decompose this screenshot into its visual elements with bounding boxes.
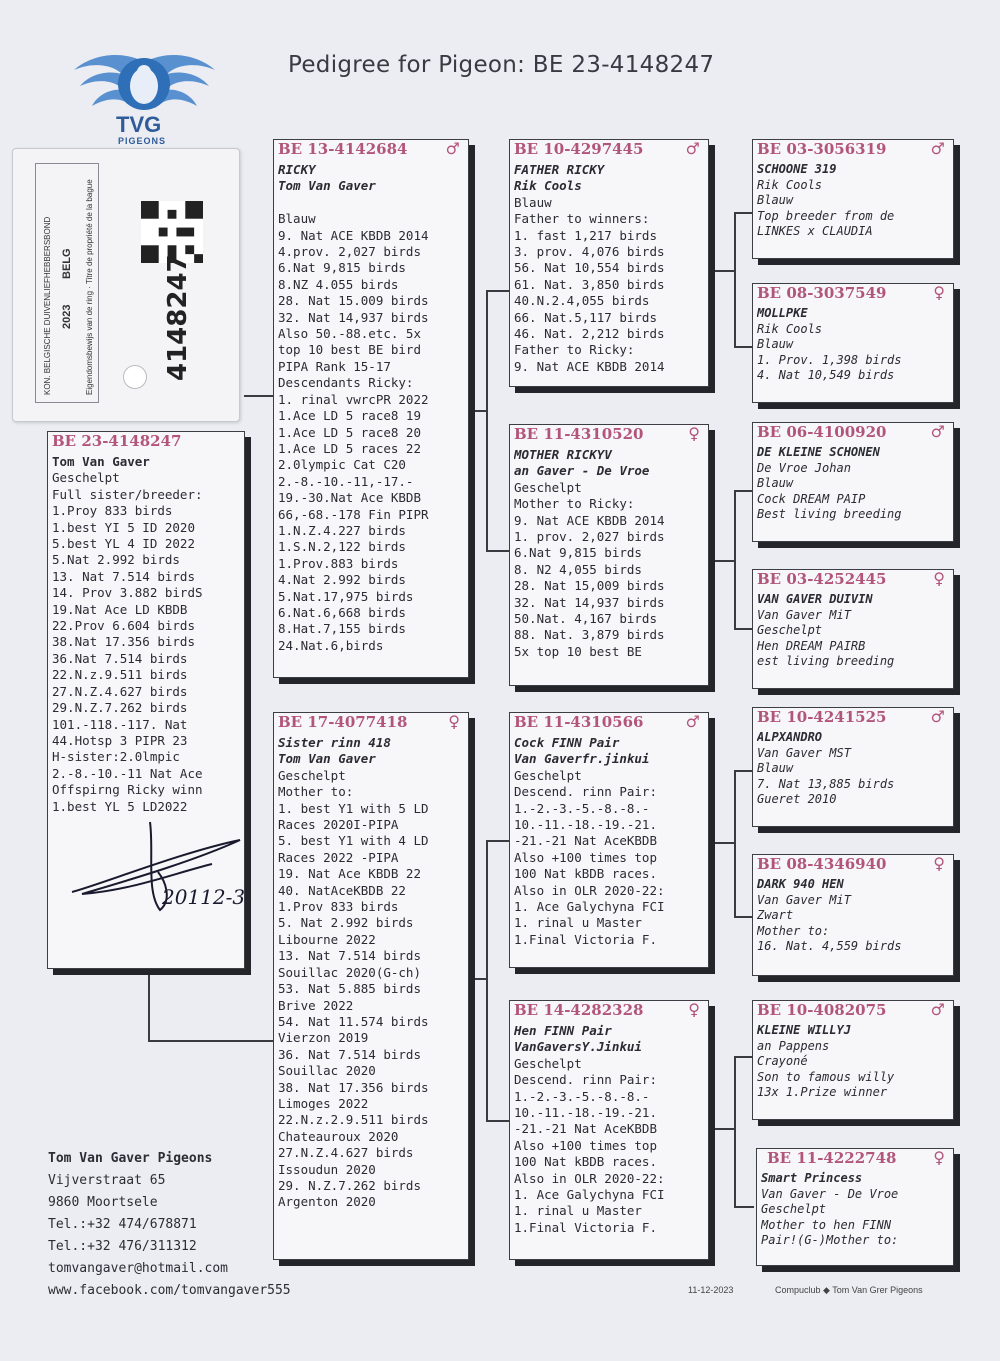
detail-line: PIPA Rank 15-17 xyxy=(278,358,391,374)
detail-line: FATHER RICKY xyxy=(514,162,605,177)
detail-line: 2.0lympic Cat C20 xyxy=(278,457,406,473)
contact-line: Vijverstraat 65 xyxy=(48,1173,166,1188)
sire-dam-details xyxy=(514,447,704,660)
gg-box-5 xyxy=(752,707,954,827)
detail-line: Descend. rinn Pair: xyxy=(514,1072,657,1088)
detail-line: Issoudun 2020 xyxy=(278,1161,376,1177)
detail-line: Sister rinn 418 xyxy=(278,735,391,750)
gg8-details xyxy=(761,1171,949,1249)
female-icon: ♀ xyxy=(933,283,945,302)
sire-dam-ring-number: BE 11-4310520 xyxy=(514,425,644,443)
detail-line: De Vroe Johan xyxy=(757,460,851,475)
detail-line: 5. best Y1 with 4 LD xyxy=(278,833,429,849)
detail-line: 4.Nat 2.992 birds xyxy=(278,572,406,588)
detail-line: est living breeding xyxy=(757,654,895,669)
detail-line: DARK 940 HEN xyxy=(757,877,844,891)
gg4-ring-number: BE 03-4252445 xyxy=(757,570,887,588)
card-country: BELG xyxy=(61,248,73,279)
detail-line: 24.Nat.6,birds xyxy=(278,637,384,653)
detail-line: 29. N.Z.7.262 birds xyxy=(278,1177,421,1193)
detail-line: Blauw xyxy=(757,337,794,352)
detail-line: Blauw xyxy=(757,761,794,776)
detail-line: 5.best YL 4 ID 2022 xyxy=(52,536,195,552)
detail-line: 1.best YL 5 LD2022 xyxy=(52,798,188,814)
detail-line: 1.-2.-3.-5.-8.-8.- xyxy=(514,800,650,816)
female-icon: ♀ xyxy=(688,424,700,443)
gg1-ring-number: BE 03-3056319 xyxy=(757,140,887,158)
detail-line: 38. Nat 17.356 birds xyxy=(278,1079,429,1095)
detail-line: 13. Nat 7.514 birds xyxy=(52,568,195,584)
detail-line: 100 Nat kBDB races. xyxy=(514,866,657,882)
detail-line: Also 50.-88.etc. 5x xyxy=(278,326,421,342)
detail-line: 10.-11.-18.-19.-21. xyxy=(514,1105,657,1121)
female-icon: ♀ xyxy=(688,1000,700,1019)
detail-line: Full sister/breeder: xyxy=(52,486,203,502)
detail-line: 44.Hotsp 3 PIPR 23 xyxy=(52,732,188,748)
detail-line: Geschelpt xyxy=(52,470,120,486)
male-icon: ♂ xyxy=(930,1000,945,1019)
gg-box-4 xyxy=(752,569,954,689)
female-icon: ♀ xyxy=(448,712,460,731)
detail-line: Father to Ricky: xyxy=(514,342,635,358)
detail-line: Geschelpt xyxy=(278,767,346,783)
gg1-details xyxy=(757,162,949,240)
detail-line: 5.Nat.17,975 birds xyxy=(278,588,414,604)
detail-line: Cock FINN Pair xyxy=(514,735,620,750)
detail-line: 19.Nat Ace LD KBDB xyxy=(52,601,188,617)
detail-line: Crayoné xyxy=(757,1054,808,1069)
detail-line: 19.-30.Nat Ace KBDB xyxy=(278,490,421,506)
main-details xyxy=(52,454,240,815)
detail-line: 88. Nat. 3,879 birds xyxy=(514,627,665,643)
dam-dam-ring-number: BE 14-4282328 xyxy=(514,1001,644,1019)
detail-line: an Pappens xyxy=(757,1038,830,1053)
detail-line: 3. prov. 4,076 birds xyxy=(514,244,665,260)
detail-line: 32. Nat 14,937 birds xyxy=(514,594,665,610)
detail-line: 7. Nat 13,885 birds xyxy=(757,776,895,791)
detail-line: Top breeder from de xyxy=(757,208,895,223)
contact-block xyxy=(48,1148,291,1302)
detail-line: H-sister:2.0lmpic xyxy=(52,749,180,765)
detail-line: Also in OLR 2020-22: xyxy=(514,882,665,898)
gg-box-7 xyxy=(752,1000,954,1120)
detail-line: Rik Cools xyxy=(514,178,582,194)
gg-box-3 xyxy=(752,422,954,542)
detail-line: 32. Nat 14,937 birds xyxy=(278,309,429,325)
detail-line: KLEINE WILLYJ xyxy=(757,1023,851,1037)
detail-line: Also in OLR 2020-22: xyxy=(514,1170,665,1186)
detail-line: Rik Cools xyxy=(757,321,823,336)
detail-line: Also +100 times top xyxy=(514,849,657,865)
detail-line: 16. Nat. 4,559 birds xyxy=(757,939,902,954)
detail-line: top 10 best BE bird xyxy=(278,342,421,358)
detail-line: 1. Prov. 1,398 birds xyxy=(757,352,902,367)
contact-line: Tel.:+32 476/311312 xyxy=(48,1239,197,1254)
gg3-ring-number: BE 06-4100920 xyxy=(757,423,887,441)
detail-line: 5. Nat 2.992 birds xyxy=(278,915,414,931)
detail-line: Blauw xyxy=(757,476,794,491)
male-icon: ♂ xyxy=(930,139,945,158)
detail-line: 36.Nat 7.514 birds xyxy=(52,650,188,666)
detail-line: Vierzon 2019 xyxy=(278,1030,369,1046)
gg3-details xyxy=(757,445,949,523)
detail-line: 1.-2.-3.-5.-8.-8.- xyxy=(514,1088,650,1104)
detail-line: Gueret 2010 xyxy=(757,792,837,807)
gg7-details xyxy=(757,1023,949,1101)
dam-dam-box xyxy=(509,1000,709,1260)
detail-line: Van Gaverfr.jinkui xyxy=(514,751,650,767)
gg6-ring-number: BE 08-4346940 xyxy=(757,855,887,873)
detail-line: 6.Nat.6,668 birds xyxy=(278,604,406,620)
detail-line: 5.Nat 2.992 birds xyxy=(52,552,180,568)
detail-line: Brive 2022 xyxy=(278,997,354,1013)
detail-line: Geschelpt xyxy=(761,1202,827,1217)
detail-line: Van Gaver MST xyxy=(757,745,851,760)
logo-name: TVG xyxy=(116,112,162,137)
gg5-ring-number: BE 10-4241525 xyxy=(757,708,887,726)
detail-line: 1.best YI 5 ID 2020 xyxy=(52,519,195,535)
detail-line: 14. Prov 3.882 birdS xyxy=(52,585,203,601)
detail-line: 9. Nat ACE KBDB 2014 xyxy=(278,227,429,243)
detail-line: Races 2020I-PIPA xyxy=(278,817,399,833)
detail-line: 6.Nat 9,815 birds xyxy=(278,260,406,276)
female-icon: ♀ xyxy=(933,1148,945,1167)
detail-line: Chateauroux 2020 xyxy=(278,1128,399,1144)
detail-line: Blauw xyxy=(278,211,316,227)
detail-line: 4.prov. 2,027 birds xyxy=(278,244,421,260)
detail-line: 1. rinal vwrcPR 2022 xyxy=(278,391,429,407)
sire-sire-box xyxy=(509,139,709,387)
detail-line: 46. Nat. 2,212 birds xyxy=(514,326,665,342)
detail-line: 27.N.Z.4.627 birds xyxy=(278,1145,414,1161)
detail-line: 66,-68.-178 Fin PIPR xyxy=(278,506,429,522)
sire-details xyxy=(278,162,464,654)
dam-sire-details xyxy=(514,735,704,948)
detail-line: Argenton 2020 xyxy=(278,1194,376,1210)
page-title: Pedigree for Pigeon: BE 23-4148247 xyxy=(288,52,715,78)
detail-line: MOTHER RICKYV xyxy=(514,447,612,462)
dam-sire-ring-number: BE 11-4310566 xyxy=(514,713,644,731)
detail-line: 1.S.N.2,122 birds xyxy=(278,539,406,555)
sire-sire-details xyxy=(514,162,704,375)
detail-line: 1.N.Z.4.227 birds xyxy=(278,522,406,538)
signature xyxy=(62,812,252,922)
detail-line: Mother to hen FINN xyxy=(761,1217,892,1232)
detail-line: ALPXANDRO xyxy=(757,730,823,744)
detail-line: 13. Nat 7.514 birds xyxy=(278,948,421,964)
detail-line: Offspirng Ricky winn xyxy=(52,782,203,798)
card-hole xyxy=(123,365,147,389)
detail-line: 1.Ace LD 5 race8 20 xyxy=(278,424,421,440)
detail-line: 6.Nat 9,815 birds xyxy=(514,545,642,561)
detail-line: 22.N.z.2.9.511 birds xyxy=(278,1112,429,1128)
card-year: 2023 xyxy=(61,304,73,329)
detail-line: Tom Van Gaver xyxy=(278,178,376,194)
detail-line: Geschelpt xyxy=(514,767,582,783)
detail-line: Souillac 2020(G-ch) xyxy=(278,964,421,980)
detail-line: 1.Prov.883 birds xyxy=(278,555,399,571)
dam-box xyxy=(273,712,469,1260)
detail-line: 56. Nat 10,554 birds xyxy=(514,260,665,276)
detail-line: VAN GAVER DUIVIN xyxy=(757,592,873,606)
detail-line: 28. Nat 15,009 birds xyxy=(514,578,665,594)
detail-line: Smart Princess xyxy=(761,1171,863,1185)
detail-line: Races 2022 -PIPA xyxy=(278,849,399,865)
detail-line: SCHOONE 319 xyxy=(757,162,837,176)
detail-line: 8.NZ 4.055 birds xyxy=(278,276,399,292)
dam-details xyxy=(278,735,464,1211)
detail-line xyxy=(278,195,464,211)
detail-line: Tom Van Gaver xyxy=(52,454,150,469)
detail-line: Pair!(G-)Mother to: xyxy=(761,1233,899,1248)
detail-line: 1.Final Victoria F. xyxy=(514,1219,657,1235)
signature-text: 20112-3 xyxy=(162,885,246,909)
detail-line: Mother to: xyxy=(278,784,354,800)
contact-line: Tom Van Gaver Pigeons xyxy=(48,1151,213,1166)
detail-line: Son to famous willy xyxy=(757,1069,895,1084)
gg2-details xyxy=(757,306,949,384)
detail-line: Tom Van Gaver xyxy=(278,751,376,767)
sire-dam-box xyxy=(509,424,709,686)
detail-line: 13x 1.Prize winner xyxy=(757,1085,888,1100)
gg7-ring-number: BE 10-4082075 xyxy=(757,1001,887,1019)
detail-line: 1.Ace LD 5 races 22 xyxy=(278,440,421,456)
detail-line: Hen DREAM PAIRB xyxy=(757,638,866,653)
detail-line: Geschelpt xyxy=(514,1055,582,1071)
female-icon: ♀ xyxy=(933,854,945,873)
detail-line: Mother to: xyxy=(757,923,830,938)
ring-ownership-card xyxy=(12,148,240,422)
detail-line: RICKY xyxy=(278,162,316,177)
detail-line: 28. Nat 15.009 birds xyxy=(278,293,429,309)
detail-line: Best living breeding xyxy=(757,507,902,522)
detail-line: 19. Nat Ace KBDB 22 xyxy=(278,866,421,882)
detail-line: 100 Nat kBDB races. xyxy=(514,1154,657,1170)
detail-line: Father to winners: xyxy=(514,211,650,227)
gg4-details xyxy=(757,592,949,670)
detail-line: 2.-8.-10.-11,-17.- xyxy=(278,473,414,489)
detail-line: Blauw xyxy=(514,194,552,210)
dam-ring-number: BE 17-4077418 xyxy=(278,713,408,731)
detail-line: 40. NatAceKBDB 22 xyxy=(278,882,406,898)
gg5-details xyxy=(757,730,949,808)
male-icon: ♂ xyxy=(445,139,460,158)
detail-line: 38.Nat 17.356 birds xyxy=(52,634,195,650)
sire-sire-ring-number: BE 10-4297445 xyxy=(514,140,644,158)
footer-credit: Compuclub ◆ Tom Van Grer Pigeons xyxy=(775,1285,923,1295)
detail-line: Cock DREAM PAIP xyxy=(757,491,866,506)
contact-line: tomvangaver@hotmail.com xyxy=(48,1261,229,1276)
detail-line: 50.Nat. 4,167 birds xyxy=(514,611,657,627)
detail-line: 61. Nat. 3,850 birds xyxy=(514,276,665,292)
detail-line: 8. N2 4,055 birds xyxy=(514,561,642,577)
detail-line: 1. fast 1,217 birds xyxy=(514,227,657,243)
detail-line: 2.-8.-10.-11 Nat Ace xyxy=(52,765,203,781)
detail-line: Libourne 2022 xyxy=(278,931,376,947)
detail-line: Geschelpt xyxy=(757,623,823,638)
card-text-a: KON. BELGISCHE DUIVENLIEFHEBBERSBOND xyxy=(43,216,52,395)
detail-line: 29.N.Z.7.262 birds xyxy=(52,700,188,716)
gg6-details xyxy=(757,877,949,955)
detail-line: 1. Ace Galychyna FCI xyxy=(514,899,665,915)
detail-line: 1. best Y1 with 5 LD xyxy=(278,800,429,816)
detail-line: Geschelpt xyxy=(514,479,582,495)
detail-line: 53. Nat 5.885 birds xyxy=(278,981,421,997)
detail-line: Blauw xyxy=(757,193,794,208)
print-date: 11-12-2023 xyxy=(688,1285,734,1295)
detail-line: 8.Hat.7,155 birds xyxy=(278,621,406,637)
dam-sire-box xyxy=(509,712,709,968)
detail-line: Zwart xyxy=(757,908,794,923)
card-ring-number: 4148247 xyxy=(163,254,193,381)
detail-line: Mother to Ricky: xyxy=(514,496,635,512)
detail-line: 36. Nat 7.514 birds xyxy=(278,1046,421,1062)
detail-line: DE KLEINE SCHONEN xyxy=(757,445,880,459)
detail-line: VanGaversY.Jinkui xyxy=(514,1039,642,1055)
detail-line: 1. prov. 2,027 birds xyxy=(514,529,665,545)
detail-line: 1. rinal u Master xyxy=(514,915,642,931)
detail-line: 27.N.Z.4.627 birds xyxy=(52,683,188,699)
detail-line: Rik Cools xyxy=(757,177,823,192)
detail-line: 4. Nat 10,549 birds xyxy=(757,368,895,383)
logo-subtitle: PIGEONS xyxy=(118,136,167,146)
detail-line: 1. rinal u Master xyxy=(514,1203,642,1219)
detail-line: 1. Ace Galychyna FCI xyxy=(514,1187,665,1203)
detail-line: 1.Proy 833 birds xyxy=(52,503,173,519)
gg8-ring-number: BE 11-4222748 xyxy=(767,1149,897,1167)
detail-line: 1.Ace LD 5 race8 19 xyxy=(278,408,421,424)
detail-line: 5x top 10 best BE xyxy=(514,643,642,659)
detail-line: 1.Prov 833 birds xyxy=(278,899,399,915)
detail-line: MOLLPKE xyxy=(757,306,808,320)
gg-box-8 xyxy=(756,1148,954,1266)
detail-line: Hen FINN Pair xyxy=(514,1023,612,1038)
detail-line: 22.Prov 6.604 birds xyxy=(52,618,195,634)
detail-line: 10.-11.-18.-19.-21. xyxy=(514,817,657,833)
detail-line: 22.N.z.9.511 birds xyxy=(52,667,188,683)
gg-box-6 xyxy=(752,854,954,976)
sire-ring-number: BE 13-4142684 xyxy=(278,140,408,158)
detail-line: Souillac 2020 xyxy=(278,1063,376,1079)
contact-line: www.facebook.com/tomvangaver555 xyxy=(48,1283,291,1298)
male-icon: ♂ xyxy=(930,707,945,726)
detail-line: Limoges 2022 xyxy=(278,1095,369,1111)
detail-line: Van Gaver MiT xyxy=(757,607,851,622)
card-text-b: Eigendomsbewijs van de ring · Titre de propriété de la bague xyxy=(85,179,94,395)
detail-line: 40.N.2.4,055 birds xyxy=(514,293,650,309)
gg-box-1 xyxy=(752,139,954,259)
detail-line: 54. Nat 11.574 birds xyxy=(278,1013,429,1029)
detail-line: Van Gaver MiT xyxy=(757,892,851,907)
detail-line: Descendants Ricky: xyxy=(278,375,414,391)
contact-line: Tel.:+32 474/678871 xyxy=(48,1217,197,1232)
detail-line: 101.-118.-117. Nat xyxy=(52,716,188,732)
detail-line: Van Gaver - De Vroe xyxy=(761,1186,899,1201)
detail-line: -21.-21 Nat AceKBDB xyxy=(514,833,657,849)
sire-box xyxy=(273,139,469,678)
detail-line: LINKES x CLAUDIA xyxy=(757,224,873,239)
male-icon: ♂ xyxy=(685,139,700,158)
detail-line: 9. Nat ACE KBDB 2014 xyxy=(514,358,665,374)
detail-line: Also +100 times top xyxy=(514,1137,657,1153)
detail-line: Descend. rinn Pair: xyxy=(514,784,657,800)
main-ring-number: BE 23-4148247 xyxy=(52,432,182,450)
detail-line: an Gaver - De Vroe xyxy=(514,463,650,479)
male-icon: ♂ xyxy=(685,712,700,731)
dam-dam-details xyxy=(514,1023,704,1236)
detail-line: 9. Nat ACE KBDB 2014 xyxy=(514,512,665,528)
contact-line: 9860 Moortsele xyxy=(48,1195,158,1210)
detail-line: -21.-21 Nat AceKBDB xyxy=(514,1121,657,1137)
female-icon: ♀ xyxy=(933,569,945,588)
detail-line: 66. Nat.5,117 birds xyxy=(514,309,657,325)
male-icon: ♂ xyxy=(930,422,945,441)
detail-line: 1.Final Victoria F. xyxy=(514,931,657,947)
gg-box-2 xyxy=(752,283,954,403)
gg2-ring-number: BE 08-3037549 xyxy=(757,284,887,302)
